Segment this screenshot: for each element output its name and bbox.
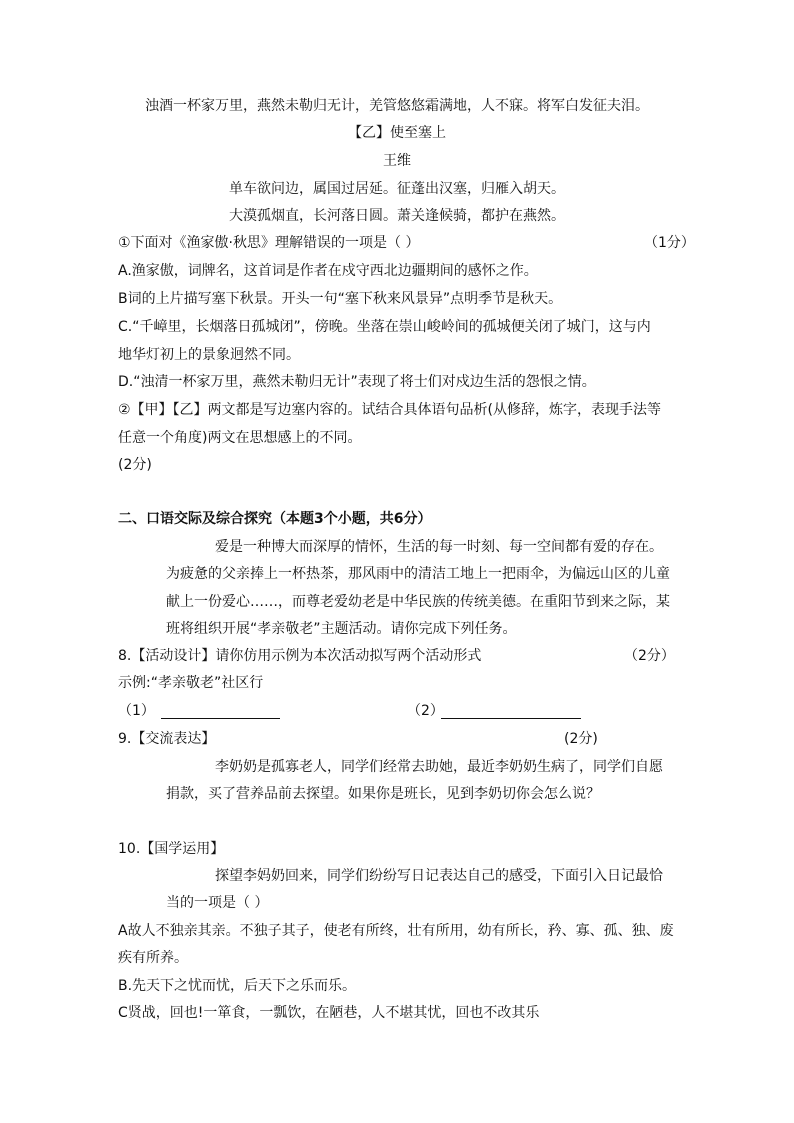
poem-jia-last-line: 浊酒一杯家万里，燕然未勒归无计，羌管悠悠霜满地，人不寐。将军白发征夫泪。 xyxy=(145,98,649,114)
q9-score: (2分) xyxy=(564,731,598,747)
q1-option-c-line-2: 地华灯初上的景象迥然不同。 xyxy=(118,347,300,363)
q10-option-a-line-1: A故人不独亲其亲。不独子其子，使老有所终，壮有所用，幼有所长，矜、寡、孤、独、废 xyxy=(118,923,674,939)
q8-answer-blank-1[interactable] xyxy=(161,718,280,719)
q10-text-line-2: 当的一项是（ ） xyxy=(166,895,269,911)
q1-score: （1分） xyxy=(644,235,695,251)
q8-example: 示例:“孝亲敬老”社区行 xyxy=(118,675,264,691)
q8-blank-1-label: （1） xyxy=(118,703,155,719)
section-2-intro-line-4: 班将组织开展“孝亲敬老”主题活动。请你完成下列任务。 xyxy=(166,621,517,637)
section-2-heading: 二、口语交际及综合探究（本题3个小题，共6分） xyxy=(118,511,432,527)
q1-option-b: B词的上片描写塞下秋景。开头一句“塞下秋来风景异”点明季节是秋天。 xyxy=(118,291,563,307)
q9-text-line-2: 捐款，买了营养品前去探望。如果你是班长，见到李奶切你会怎么说？ xyxy=(166,786,600,802)
poem-yi-author: 王维 xyxy=(383,153,411,169)
q1-option-a: A.渔家傲，词牌名，这首词是作者在戍守西北边疆期间的感怀之作。 xyxy=(118,263,538,279)
section-2-intro-line-1: 爱是一种博大而深厚的情怀，生活的每一时刻、每一空间都有爱的存在。 xyxy=(215,539,663,555)
q10-stem: 10.【国学运用】 xyxy=(118,841,225,857)
q2-score: (2分) xyxy=(118,457,152,473)
poem-yi-line-1: 单车欲问边，属国过居延。征蓬出汉塞，归雁入胡天。 xyxy=(229,181,565,197)
section-2-intro-line-2: 为疲惫的父亲捧上一杯热茶，那风雨中的清洁工地上一把雨伞，为偏远山区的儿童 xyxy=(166,566,670,582)
section-2-intro-line-3: 献上一份爱心……，而尊老爱幼老是中华民族的传统美德。在重阳节到来之际，某 xyxy=(166,594,670,610)
poem-yi-title: 【乙】使至塞上 xyxy=(348,125,446,141)
q10-option-b: B.先天下之忧而忧，后天下之乐而乐。 xyxy=(118,978,357,994)
q9-text-line-1: 李奶奶是孤寡老人，同学们经常去助她，最近李奶奶生病了，同学们自愿 xyxy=(215,759,663,775)
q10-text-line-1: 探望李妈奶回来，同学们纷纷写日记表达自己的感受，下面引入日记最恰 xyxy=(215,868,663,884)
q10-option-c: C贤战，回也!一箪食，一瓢饮，在陋巷，人不堪其忧，回也不改其乐 xyxy=(118,1005,540,1021)
q1-stem: ①下面对《渔家傲·秋思》理解错误的一项是（ ） xyxy=(118,235,420,251)
q8-stem: 8.【活动设计】请你仿用示例为本次活动拟写两个活动形式 xyxy=(118,648,482,664)
q2-stem-line-1: ②【甲】【乙】两文都是写边塞内容的。试结合具体语句品析(从修辞，炼字，表现手法等 xyxy=(118,402,662,418)
q8-answer-blank-2[interactable] xyxy=(441,718,581,719)
q9-stem: 9.【交流表达】 xyxy=(118,731,216,747)
q1-option-d: D.“浊清一杯家万里，燕然未勒归无计”表现了将士们对戍边生活的怨恨之情。 xyxy=(118,374,596,390)
q2-stem-line-2: 任意一个角度)两文在思想感上的不同。 xyxy=(118,430,362,446)
q8-score: （2分） xyxy=(624,648,675,664)
q10-option-a-line-2: 疾有所养。 xyxy=(118,950,188,966)
q8-blank-2-label: （2） xyxy=(407,703,444,719)
q1-option-c-line-1: C.“千嶂里，长烟落日孤城闭”，傍晚。坐落在崇山峻岭间的孤城便关闭了城门，这与内 xyxy=(118,319,651,335)
poem-yi-line-2: 大漠孤烟直，长河落日圆。萧关逢候骑，都护在燕然。 xyxy=(229,208,565,224)
